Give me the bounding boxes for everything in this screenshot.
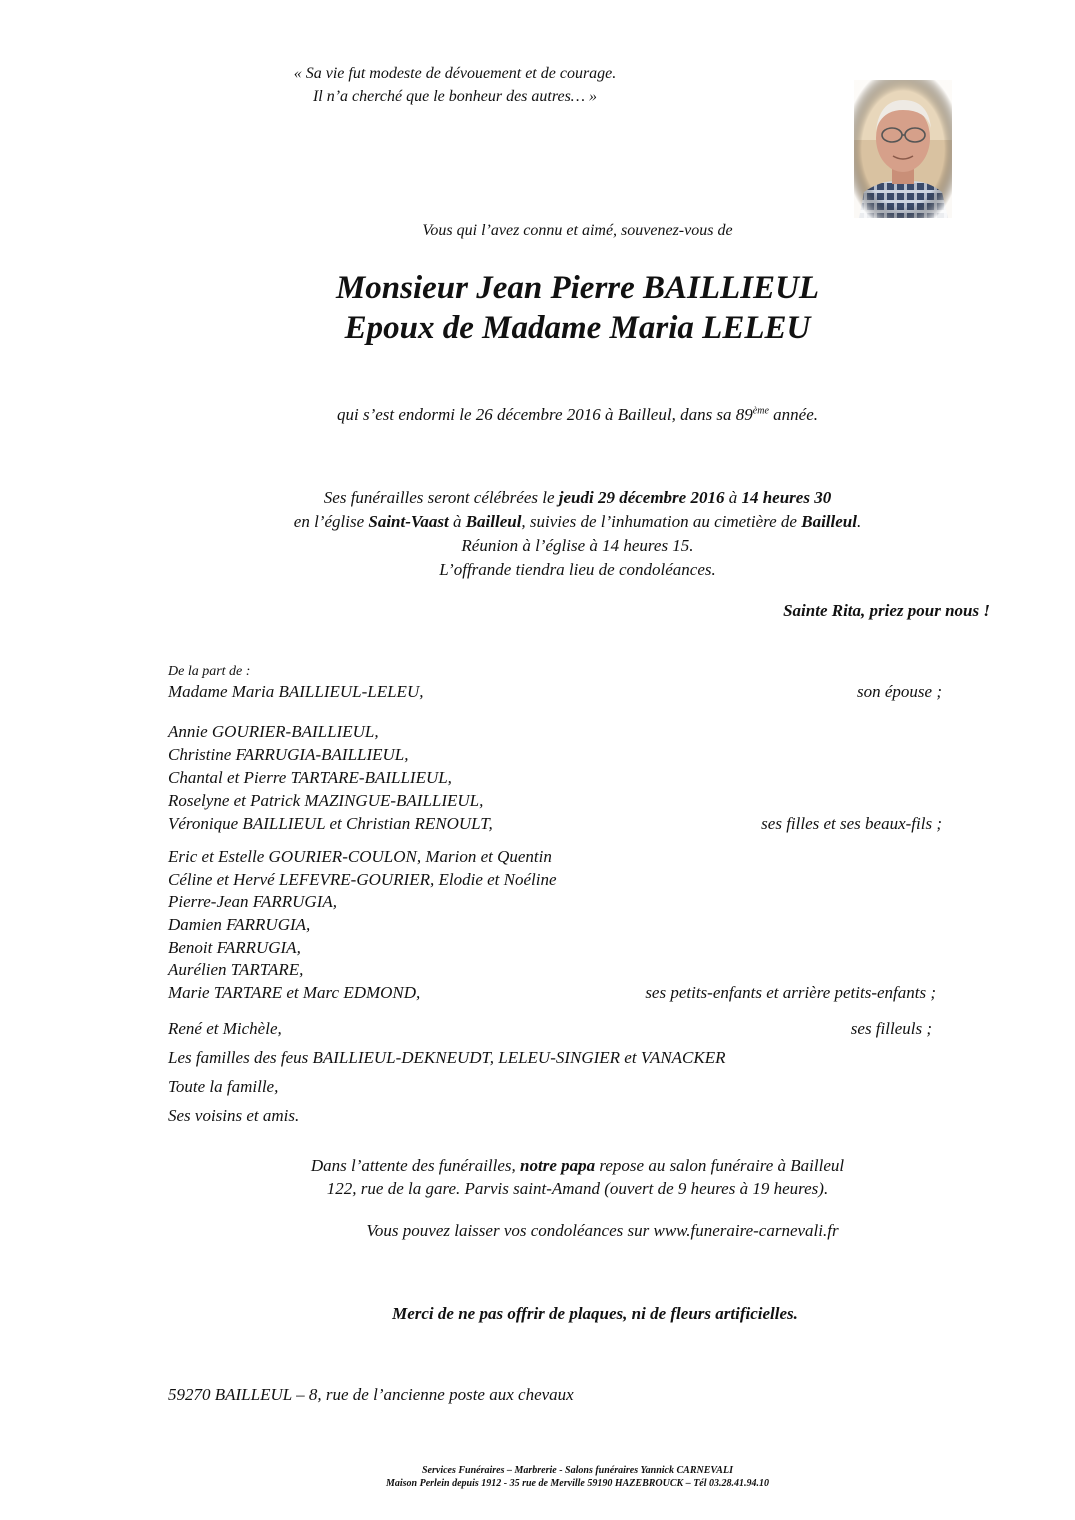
funeral-text: , suivies de l’inhumation au cimetière de [521, 512, 802, 531]
emphasis-text: notre papa [520, 1156, 596, 1175]
family-daughter: Véronique BAILLIEUL et Christian RENOULT, [168, 814, 493, 833]
death-notice [0, 405, 1075, 425]
funeral-line-2 [0, 510, 1075, 534]
grandchildren-relation: ses petits-enfants et arrière petits-enfants ; [645, 983, 936, 1002]
prayer-line: Sainte Rita, priez pour nous ! [783, 601, 990, 620]
death-text: qui s’est endormi le 26 décembre 2016 à Bailleul, dans sa 89 [336, 405, 753, 424]
family-grandchild: Marie TARTARE et Marc EDMOND, [168, 983, 421, 1002]
godchildren-name: René et Michèle, [168, 1019, 282, 1038]
footer-line-2: Maison Perlein depuis 1912 - 35 rue de Merville 59190 HAZEBROUCK – Tél 03.28.41.94.10 [385, 1478, 770, 1489]
funeral-home-line-2: 122, rue de la gare. Parvis saint-Amand (ouvert de 9 heures à 19 heures). [326, 1179, 829, 1198]
extended-families: Les familles des feus BAILLIEUL-DEKNEUDT, LELEU-SINGIER et VANACKER [168, 1048, 726, 1067]
condolences-note: Vous pouvez laisser vos condoléances sur www.funeraire-carnevali.fr [366, 1221, 839, 1240]
spouse-name: Madame Maria BAILLIEUL-LELEU, [168, 682, 424, 701]
epigraph-quote [200, 62, 710, 108]
funeral-text: . [856, 512, 862, 531]
deceased-name: Monsieur Jean Pierre BAILLIEUL [335, 270, 820, 306]
daughters-relation: ses filles et ses beaux-fils ; [761, 814, 942, 833]
funeral-home-text: repose au salon funéraire à Bailleul [595, 1156, 845, 1175]
family-daughter: Chantal et Pierre TARTARE-BAILLIEUL, [168, 768, 452, 787]
spouse-relation: son épouse ; [857, 682, 942, 701]
funeral-text: à [724, 488, 742, 507]
family-grandchild: Eric et Estelle GOURIER-COULON, Marion et Quentin [168, 847, 552, 866]
cemetery-town: Bailleul [801, 512, 857, 531]
no-flowers-note: Merci de ne pas offrir de plaques, ni de fleurs artificielles. [392, 1304, 798, 1323]
funeral-text: Ses funérailles seront célébrées le [323, 488, 559, 507]
ordinal-suffix: ème [752, 405, 769, 417]
quote-line-2: Il n’a cherché que le bonheur des autres… » [312, 88, 598, 105]
spouse-line: Epoux de Madame Maria LELEU [344, 310, 811, 346]
death-text-end: année. [768, 405, 818, 424]
family-grandchild: Aurélien TARTARE, [168, 960, 304, 979]
footer-line-1: Services Funéraires – Marbrerie - Salons funéraires Yannick CARNEVALI [422, 1465, 733, 1476]
whole-family: Toute la famille, [168, 1077, 279, 1096]
funeral-text: à [448, 512, 466, 531]
funeral-time: 14 heures 30 [741, 488, 832, 507]
intro-text: Vous qui l’avez connu et aimé, souvenez-vous de [422, 222, 733, 239]
family-daughter: Christine FARRUGIA-BAILLIEUL, [168, 745, 409, 764]
godchildren-relation: ses filleuls ; [850, 1019, 932, 1038]
family-daughter: Annie GOURIER-BAILLIEUL, [168, 722, 379, 741]
family-grandchild: Benoit FARRUGIA, [168, 938, 301, 957]
funeral-line-1 [0, 486, 1075, 510]
quote-line-1: « Sa vie fut modeste de dévouement et de courage. [293, 65, 617, 82]
funeral-text: en l’église [293, 512, 369, 531]
funeral-home-info [0, 1154, 1075, 1200]
church-name: Saint-Vaast [368, 512, 449, 531]
gathering-time: Réunion à l’église à 14 heures 15. [461, 536, 694, 555]
portrait-photo [854, 80, 952, 218]
funeral-details [0, 486, 1075, 582]
church-town: Bailleul [465, 512, 522, 531]
footer [0, 1464, 1075, 1490]
offering-note: L’offrande tiendra lieu de condoléances. [439, 560, 716, 579]
from-label: De la part de : [168, 664, 251, 679]
family-address: 59270 BAILLEUL – 8, rue de l’ancienne poste aux chevaux [168, 1385, 574, 1404]
funeral-home-text: Dans l’attente des funérailles, [310, 1156, 521, 1175]
family-grandchild: Damien FARRUGIA, [168, 915, 311, 934]
funeral-date: jeudi 29 décembre 2016 [558, 488, 725, 507]
family-grandchild: Céline et Hervé LEFEVRE-GOURIER, Elodie et Noéline [168, 870, 557, 889]
funeral-home-line-1 [0, 1154, 1075, 1177]
family-daughter: Roselyne et Patrick MAZINGUE-BAILLIEUL, [168, 791, 484, 810]
deceased-name-block [0, 268, 1075, 348]
family-grandchild: Pierre-Jean FARRUGIA, [168, 892, 337, 911]
neighbors-friends: Ses voisins et amis. [168, 1106, 300, 1125]
